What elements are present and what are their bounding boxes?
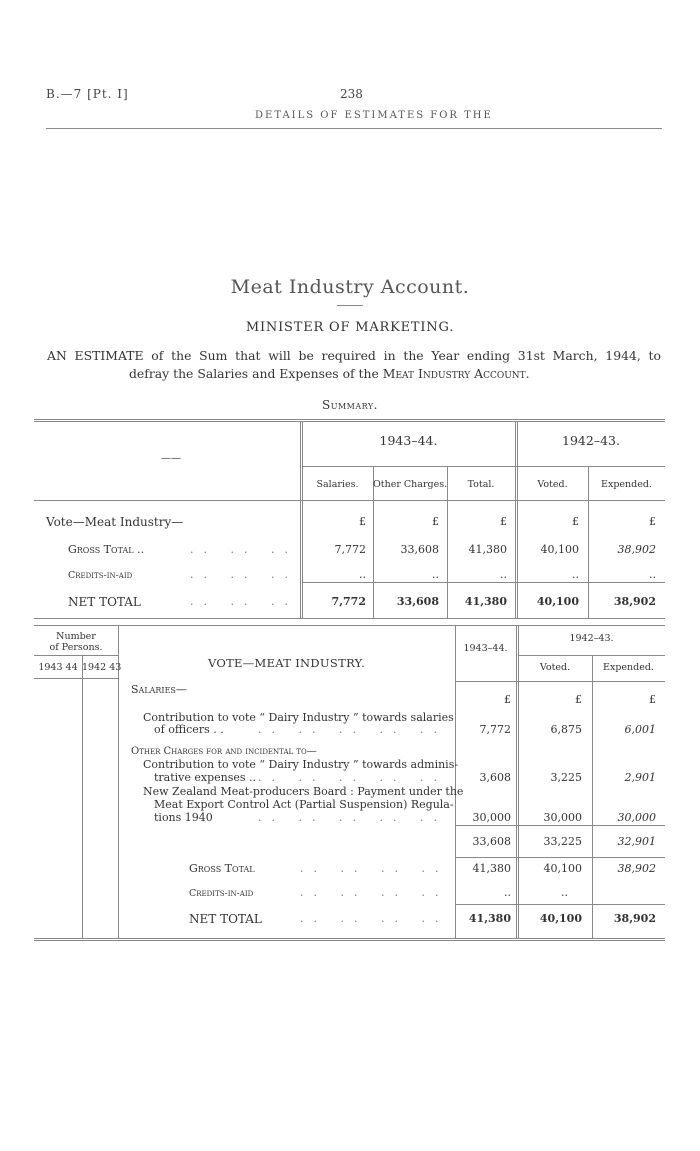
detail-value: 6,001 (624, 723, 656, 736)
persons-header: of Persons. (49, 642, 103, 653)
detail-currency: £ (575, 693, 582, 706)
leader-dots: .. .. .. .. .. (258, 723, 447, 736)
detail-subtotal-rule (455, 825, 665, 826)
detail-value: 40,100 (539, 912, 582, 925)
detail-value: 41,380 (472, 862, 511, 875)
other-item-2: New Zealand Meat-producers Board : Payment under the (143, 785, 464, 798)
detail-value: 3,608 (479, 771, 511, 784)
detail-header-rule (455, 681, 665, 682)
section-title: Meat Industry Account. (230, 276, 470, 298)
summary-row-label: Gross Total .. (68, 543, 145, 556)
detail-net-rule (455, 904, 665, 905)
detail-value: 41,380 (468, 912, 511, 925)
other-item-1-cont: trative expenses .. (154, 771, 257, 784)
summary-value: 41,380 (468, 543, 507, 556)
leader-dots: .. .. .. (190, 543, 298, 556)
detail-vrule-previous (516, 625, 517, 938)
running-title: DETAILS OF ESTIMATES FOR THE (255, 110, 493, 121)
summary-row-label: Credits-in-aid (68, 570, 133, 581)
summary-top-rule-2 (34, 421, 665, 422)
detail-value: 3,225 (550, 771, 582, 784)
salaries-heading: Salaries— (131, 683, 187, 696)
header-rule (46, 128, 662, 129)
detail-value: 38,902 (617, 862, 656, 875)
summary-col-total: Total. (467, 479, 495, 490)
summary-col-salaries: Salaries. (316, 479, 359, 490)
detail-value: 40,100 (543, 862, 582, 875)
leader-dots: .. .. .. .. (300, 862, 449, 875)
summary-value: 33,608 (396, 595, 439, 608)
other-item-2-cont: Meat Export Control Act (Partial Suspension) Regula- (154, 798, 454, 811)
detail-col-expended: Expended. (603, 662, 654, 673)
salaries-item: Contribution to vote “ Dairy Industry ” towards salaries (143, 711, 454, 724)
leader-dots: .. .. .. .. .. (258, 771, 447, 784)
summary-currency: £ (500, 515, 507, 528)
summary-currency: £ (432, 515, 439, 528)
summary-value: .. (500, 568, 507, 581)
summary-placeholder-dash: —— (161, 453, 181, 464)
detail-col-previous: 1942–43. (569, 633, 614, 644)
persons-year: 1943 44 (38, 662, 78, 673)
salaries-item-cont: of officers . . (154, 723, 224, 736)
detail-value: 30,000 (543, 811, 582, 824)
other-item-1: Contribution to vote “ Dairy Industry ” towards adminis- (143, 758, 459, 771)
detail-currency: £ (649, 693, 656, 706)
summary-col-expended: Expended. (601, 479, 652, 490)
summary-value: .. (432, 568, 439, 581)
leader-dots: .. .. .. .. (300, 912, 449, 925)
leader-dots: .. .. .. .. (300, 886, 449, 899)
summary-vrule-year (515, 421, 516, 618)
summary-col-other: Other Charges. (373, 479, 448, 490)
detail-currency: £ (504, 693, 511, 706)
leader-dots: .. .. .. (190, 595, 298, 608)
detail-gross-label: Gross Total (189, 862, 255, 875)
detail-credits-label: Credits-in-aid (189, 888, 254, 899)
summary-year-previous: 1942–43. (562, 433, 620, 448)
summary-value: 7,772 (334, 543, 366, 556)
summary-top-rule (34, 419, 665, 420)
detail-value: 7,772 (479, 723, 511, 736)
summary-currency: £ (359, 515, 366, 528)
summary-currency: £ (572, 515, 579, 528)
detail-value: 30,000 (617, 811, 656, 824)
summary-year-rule (302, 466, 665, 467)
summary-col-voted: Voted. (537, 479, 568, 490)
minister-heading: MINISTER OF MARKETING. (245, 320, 455, 335)
persons-year: 1942 43 (82, 662, 122, 673)
leader-dots: .. .. .. (190, 568, 298, 581)
detail-value: 2,901 (624, 771, 656, 784)
summary-value: 40,100 (540, 543, 579, 556)
title-divider (337, 305, 363, 306)
detail-value: .. (561, 886, 568, 899)
summary-value: .. (649, 568, 656, 581)
summary-vrule-label (300, 421, 301, 618)
summary-value: 38,902 (617, 543, 656, 556)
leader-dots: .. .. .. .. .. (258, 811, 447, 824)
page-number: 238 (340, 87, 363, 101)
summary-value: 41,380 (464, 595, 507, 608)
detail-subtotal: 32,901 (617, 835, 656, 848)
summary-value: .. (359, 568, 366, 581)
detail-vrule-persons (82, 655, 83, 938)
detail-value: 30,000 (472, 811, 511, 824)
summary-value: 38,902 (613, 595, 656, 608)
intro-line-2-text: defray the Salaries and Expenses of the (129, 366, 383, 381)
summary-currency: £ (649, 515, 656, 528)
summary-year-current: 1943–44. (379, 433, 438, 448)
other-charges-heading: Other Charges for and incidental to— (131, 746, 317, 757)
summary-row-label: NET TOTAL (68, 595, 141, 609)
intro-line-2 (129, 366, 530, 381)
vote-heading: VOTE—MEAT INDUSTRY. (207, 656, 366, 670)
summary-vote-label: Vote—Meat Industry— (46, 515, 184, 529)
detail-top-rule (34, 625, 665, 626)
detail-persons-rule-2 (34, 678, 118, 679)
document-reference: B.—7 [Pt. I] (46, 87, 129, 101)
detail-net-label: NET TOTAL (189, 912, 262, 926)
intro-line-1: AN ESTIMATE of the Sum that will be required in the Year ending 31st March, 1944, to (47, 348, 661, 363)
detail-gross-rule (455, 857, 665, 858)
detail-bottom-rule (34, 938, 665, 939)
summary-value: 7,772 (331, 595, 366, 608)
detail-col-current: 1943–44. (463, 643, 508, 654)
summary-value: .. (572, 568, 579, 581)
detail-value: .. (504, 886, 511, 899)
summary-header-rule (34, 500, 665, 501)
summary-bottom-rule (34, 618, 665, 619)
detail-bottom-rule-2 (34, 940, 665, 941)
detail-subtotal: 33,225 (543, 835, 582, 848)
other-item-2-cont: tions 1940 (154, 811, 213, 824)
summary-label: Summary. (322, 398, 378, 412)
intro-line-2-account: Meat Industry Account. (382, 366, 530, 381)
detail-col-voted: Voted. (539, 662, 571, 673)
detail-value: 6,875 (550, 723, 582, 736)
summary-value: 33,608 (400, 543, 439, 556)
detail-subtotal: 33,608 (472, 835, 511, 848)
persons-header: Number (56, 631, 96, 642)
detail-value: 38,902 (613, 912, 656, 925)
summary-value: 40,100 (536, 595, 579, 608)
summary-net-rule (302, 582, 665, 583)
detail-persons-rule (34, 655, 118, 656)
